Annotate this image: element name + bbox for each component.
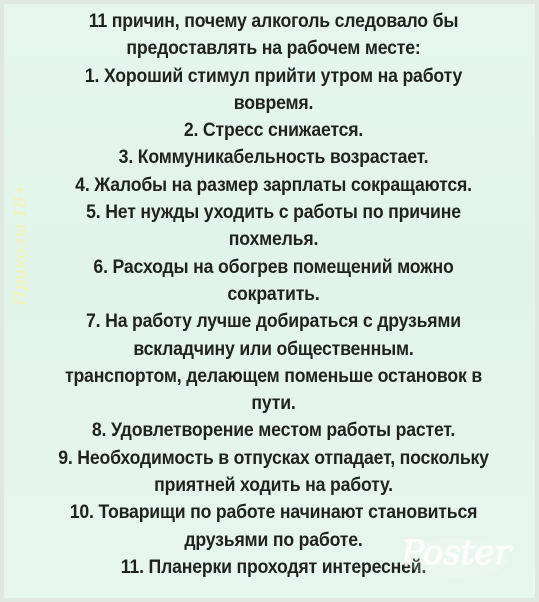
reason-7-line-3: транспортом, делающем поменьше остановок в <box>64 365 483 387</box>
reason-10-line-2: друзьями по работе. <box>184 529 363 551</box>
reason-4: 4. Жалобы на размер зарплаты сокращаются. <box>75 174 472 196</box>
reason-9-line-2: приятней ходить на работу. <box>154 475 393 497</box>
reason-1-line-2: вовремя. <box>233 92 314 114</box>
poster-text <box>23 8 524 581</box>
reason-6-line-2: сократить. <box>227 283 320 305</box>
side-watermark <box>4 154 36 334</box>
reason-5-line-2: похмелья. <box>228 229 319 251</box>
title-line-1: 11 причин, почему алкоголь следовало бы <box>88 11 459 32</box>
reason-7-line-2: вскладчину или общественным. <box>133 338 414 360</box>
svg-text:Poster: Poster <box>401 533 511 573</box>
title-line-2: предоставлять на рабочем месте: <box>126 38 421 60</box>
reason-10-line-1: 10. Товарищи по работе начинают становиться <box>69 502 478 524</box>
reason-8: 8. Удовлетворение местом работы растет. <box>91 420 456 442</box>
reason-5-line-1: 5. Нет нужды уходить с работы по причине <box>86 202 461 224</box>
reason-3: 3. Коммуникабельность возрастает. <box>118 147 429 169</box>
reason-2: 2. Стресс снижается. <box>183 120 364 142</box>
side-watermark-text: Приколы 18+ <box>10 182 30 306</box>
reason-1-line-1: 1. Хороший стимул прийти утром на работу <box>84 65 463 87</box>
reason-9-line-1: 9. Необходимость в отпусках отпадает, поскольку <box>58 447 489 469</box>
poster-logo <box>397 522 515 584</box>
reason-11: 11. Планерки проходят интересней. <box>120 556 427 578</box>
reason-7-line-1: 7. На работу лучше добираться с друзьями <box>86 311 461 333</box>
poster-logo-icon <box>397 522 515 584</box>
reason-6-line-1: 6. Расходы на обогрев помещений можно <box>93 256 454 278</box>
reason-7-line-4: пути. <box>251 393 296 415</box>
